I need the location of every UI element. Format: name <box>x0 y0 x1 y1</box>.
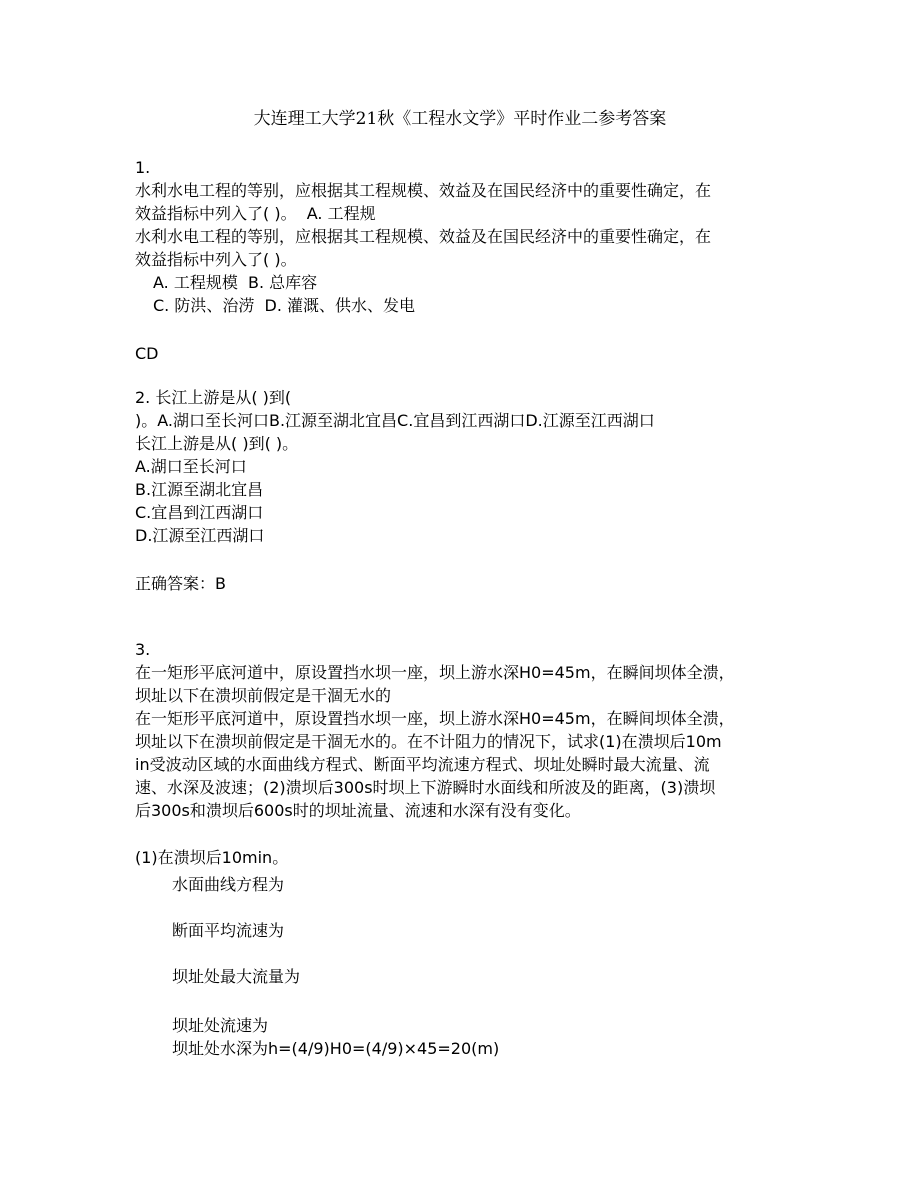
q1-stem-short-line-1: 水利水电工程的等别，应根据其工程规模、效益及在国民经济中的重要性确定，在 <box>135 181 712 200</box>
q3-solution-water-surface: 水面曲线方程为 <box>172 875 285 894</box>
q2-option-d: D.江源至江西湖口 <box>135 526 265 545</box>
q1-stem-short-line-2: 效益指标中列入了( )。 A. 工程规 <box>135 204 376 223</box>
q2-line-2: )。A.湖口至长河口B.江源至湖北宜昌C.宜昌到江西湖口D.江源至江西湖口 <box>135 411 655 430</box>
q3-stem-full-line-4: 速、水深及波速；(2)溃坝后300s时坝上下游瞬时水面线和所波及的距离，(3)溃坝 <box>135 778 716 797</box>
q3-solution-heading: (1)在溃坝后10min。 <box>135 848 289 867</box>
q3-stem-short-line-2: 坝址以下在溃坝前假定是干涸无水的 <box>135 686 392 705</box>
q1-stem-full-line-1: 水利水电工程的等别，应根据其工程规模、效益及在国民经济中的重要性确定，在 <box>135 227 712 246</box>
q3-solution-dam-velocity: 坝址处流速为 <box>172 1016 269 1035</box>
q3-solution-max-discharge: 坝址处最大流量为 <box>172 967 301 986</box>
q3-solution-dam-depth: 坝址处水深为h=(4/9)H0=(4/9)×45=20(m) <box>172 1039 500 1058</box>
q3-number: 3. <box>135 640 151 659</box>
q2-option-a: A.湖口至长河口 <box>135 457 247 476</box>
q2-answer: 正确答案：B <box>135 574 226 593</box>
q2-option-b: B.江源至湖北宜昌 <box>135 480 264 499</box>
q3-stem-full-line-3: in受波动区域的水面曲线方程式、断面平均流速方程式、坝址处瞬时最大流量、流 <box>135 755 710 774</box>
q3-stem-full-line-1: 在一矩形平底河道中，原设置挡水坝一座，坝上游水深H0=45m，在瞬间坝体全溃， <box>135 709 735 728</box>
q1-number: 1. <box>135 158 151 177</box>
q1-options-line-1: A. 工程规模 B. 总库容 <box>153 273 318 292</box>
q3-stem-short-line-1: 在一矩形平底河道中，原设置挡水坝一座，坝上游水深H0=45m，在瞬间坝体全溃， <box>135 663 735 682</box>
q2-line-3: 长江上游是从( )到( )。 <box>135 434 299 453</box>
q1-stem-full-line-2: 效益指标中列入了( )。 <box>135 250 297 269</box>
q3-solution-mean-velocity: 断面平均流速为 <box>172 921 285 940</box>
q2-option-c: C.宜昌到江西湖口 <box>135 503 264 522</box>
q2-line-1: 2. 长江上游是从( )到( <box>135 388 292 407</box>
q1-options-line-2: C. 防洪、治涝 D. 灌溉、供水、发电 <box>153 296 416 315</box>
q3-stem-full-line-5: 后300s和溃坝后600s时的坝址流量、流速和水深有没有变化。 <box>135 801 581 820</box>
q3-stem-full-line-2: 坝址以下在溃坝前假定是干涸无水的。在不计阻力的情况下，试求(1)在溃坝后10m <box>135 732 722 751</box>
q1-answer: CD <box>135 344 159 363</box>
document-title: 大连理工大学21秋《工程水文学》平时作业二参考答案 <box>253 109 667 129</box>
